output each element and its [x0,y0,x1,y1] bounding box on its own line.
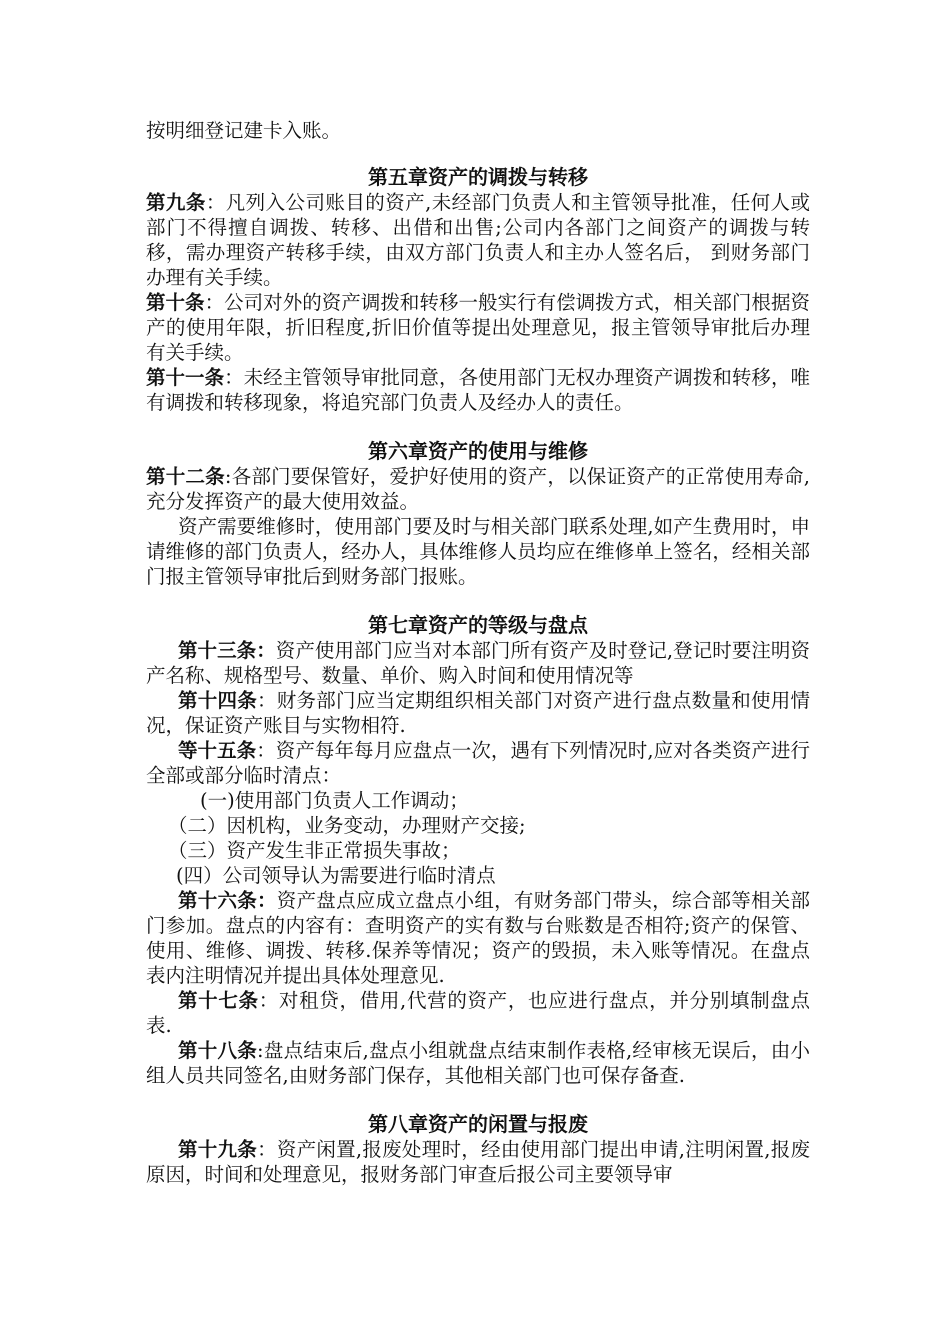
intro-line: 按明细登记建卡入账。 [146,119,342,142]
article-15-text: ：资产每年每月应盘点一次，遇有下列情况时,应对各类资产进行全部或部分临时清点： [146,739,810,787]
list-item-4: (四）公司领导认为需要进行临时清点 [176,864,496,887]
article-11-text: ：未经主管领导审批同意，各使用部门无权办理资产调拨和转移，唯有调拨和转移现象，将追究部门负责人及经办人的责任。 [146,366,810,414]
article-19-label: 第十九条 [178,1138,258,1161]
article-9-label: 第九条 [146,191,206,214]
chapter7-title: 第七章资产的等级与盘点 [368,613,588,637]
list-item-1: (一)使用部门负责人工作调动； [200,789,469,812]
article-16 [146,888,810,988]
list-item-2: （二）因机构，业务变动，办理财产交接; [168,814,526,837]
article-19-text: ：资产闲置,报废处理时，经由使用部门提出申请,注明闲置,报废原因，时间和处理意见，报财务部门审查后报公司主要领导审 [146,1138,810,1186]
list-item-3: （三）资产发生非正常损失事故； [168,839,461,862]
article-18 [146,1038,810,1088]
article-15-label: 等十五条 [178,739,257,762]
chapter8-title: 第八章资产的闲置与报废 [368,1112,588,1136]
article-13 [146,638,810,688]
document-body [146,118,810,1187]
article-12-label: 第十二条 [146,465,225,488]
article-13-text: 资产使用部门应当对本部门所有资产及时登记,登记时要注明资产名称、规格型号、数量、单价、购入时间和使用情况等 [146,639,810,687]
article-10-label: 第十条 [146,291,205,314]
article-14-text: ：财务部门应当定期组织相关部门对资产进行盘点数量和使用情况，保证资产账目与实物相符. [146,689,810,737]
article-15 [146,738,810,788]
article-10 [146,290,810,365]
article-14 [146,688,810,738]
chapter6-title: 第六章资产的使用与维修 [368,439,588,463]
article-9-text: ：凡列入公司账目的资产,未经部门负责人和主管领导批准，任何人或部门不得擅自调拨、转移、出借和出售;公司内各部门之间资产的调拨与转移，需办理资产转移手续，由双方部门负责人和主办人签名后， 到财务部门办理有关手续。 [146,191,810,289]
article-17-text: ：对租贷，借用,代营的资产，也应进行盘点，并分别填制盘点表. [146,989,810,1037]
article-14-label: 第十四条 [178,689,258,712]
article-11-label: 第十一条 [146,366,225,389]
article-12-text: :各部门要保管好，爱护好使用的资产，以保证资产的正常使用寿命,充分发挥资产的最大使用效益。 [146,465,810,513]
article-11 [146,365,810,415]
article-16-text: 资产盘点应成立盘点小组，有财务部门带头，综合部等相关部门参加。盘点的内容有：查明资产的实有数与台账数是否相符;资产的保管、使用、维修、调拨、转移.保养等情况；资产的毁损，未入账等情况。在盘点表内注明情况并提出具体处理意见. [146,889,810,987]
article-19 [146,1137,810,1187]
article-9 [146,190,810,290]
chapter5-title: 第五章资产的调拨与转移 [368,165,588,189]
article-10-text: ：公司对外的资产调拨和转移一般实行有偿调拨方式，相关部门根据资产的使用年限，折旧程度,折旧价值等提出处理意见，报主管领导审批后办理有关手续。 [146,291,810,364]
article-18-label: 第十八条 [178,1039,258,1062]
article-17 [146,988,810,1038]
article-12 [146,464,810,514]
article-17-label: 第十七条 [178,989,259,1012]
article-16-label: 第十六条： [178,889,277,912]
repair-paragraph: 资产需要维修时，使用部门要及时与相关部门联系处理,如产生费用时，申请维修的部门负责人，经办人，具体维修人员均应在维修单上签名，经相关部门报主管领导审批后到财务部门报账。 [146,515,810,588]
article-18-text: :盘点结束后,盘点小组就盘点结束制作表格,经审核无误后，由小组人员共同签名,由财务部门保存，其他相关部门也可保存备查. [146,1039,810,1087]
article-13-label: 第十三条： [178,639,276,662]
